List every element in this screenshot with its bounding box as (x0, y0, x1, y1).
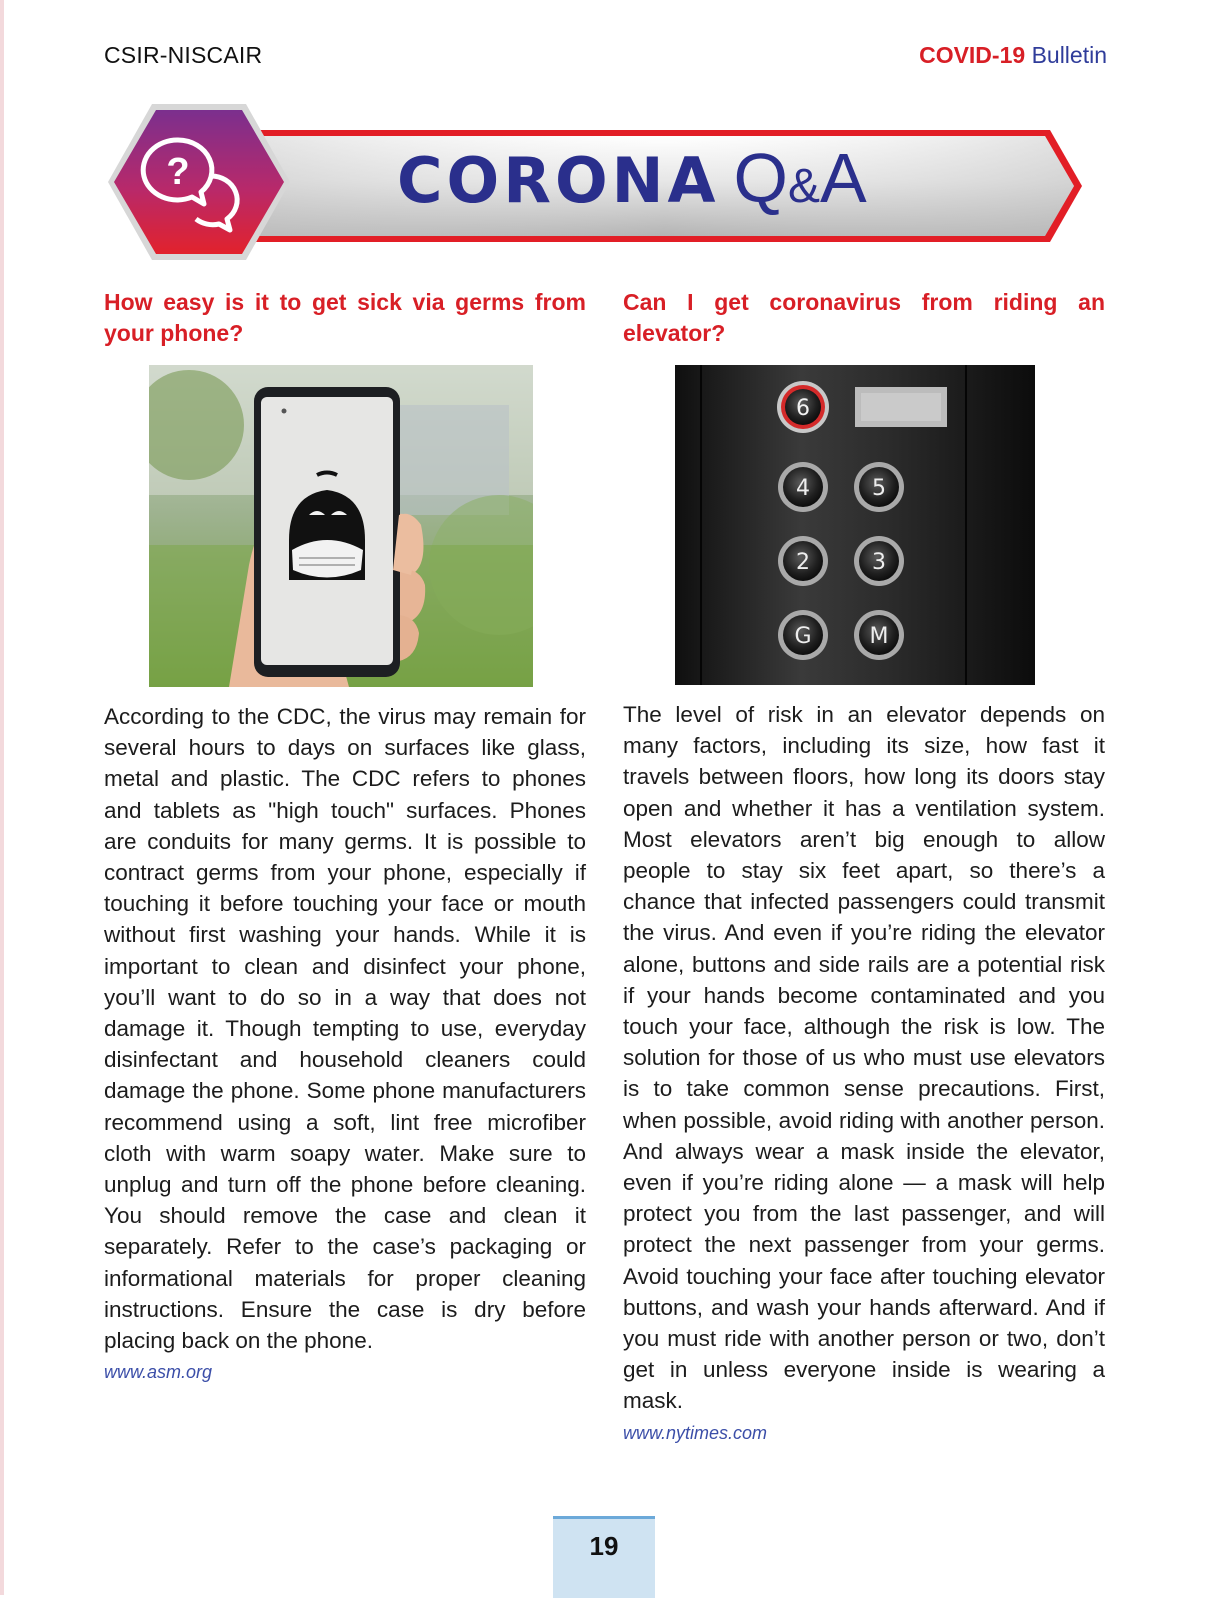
banner-title-a: A (820, 139, 867, 217)
svg-text:M: M (869, 624, 889, 649)
svg-text:5: 5 (872, 476, 886, 501)
question-elevator: Can I get coronavirus from riding an elevator? (623, 289, 1105, 346)
banner-title-qa (734, 139, 867, 217)
banner-title-bold: CORONA (397, 144, 720, 217)
banner-title (397, 138, 867, 238)
question-phone: How easy is it to get sick via germs from your phone? (104, 289, 586, 346)
bulletin-title-rest: Bulletin (1031, 42, 1107, 68)
answer-elevator: The level of risk in an elevator depends on many factors, including its size, how fast it travels between floors, how long its doors stay open and whether it has a ventilation system. Most elevators aren’t big enough to allow people to stay six feet apart, so there’s a chance that infected passengers could transmit the virus. And even if you’re riding the elevator alone, buttons and side rails are a potential risk if your hands become contaminated and you touch your face, although the risk is low. The solution for those of us who must use elevators is to take common sense precautions. First, when possible, avoid riding with another person. And always wear a mask inside the elevator, even if you’re riding alone — a mask will help protect you from the last passenger, and will protect the next passenger from your germs. Avoid touching your face after touching elevator buttons, and wash your hands afterward. And if you must ride with another person or two, don’t get in unless everyone inside is wearing a mask. (623, 702, 1105, 1414)
page-number-box (553, 1516, 655, 1598)
svg-text:4: 4 (796, 476, 810, 501)
svg-text:?: ? (166, 151, 190, 193)
elevator-button-m (854, 610, 904, 660)
source-link-nytimes[interactable]: www.nytimes.com (623, 1422, 768, 1443)
publisher-name: CSIR-NISCAIR (104, 42, 263, 68)
left-column (104, 287, 586, 1383)
bulletin-title-bold: COVID-19 (919, 42, 1026, 68)
svg-text:G: G (794, 624, 812, 649)
svg-text:2: 2 (796, 550, 810, 575)
phone-photo (149, 365, 533, 687)
right-column (623, 287, 1105, 1444)
elevator-panel-photo (675, 365, 1035, 685)
elevator-button-g (778, 610, 828, 660)
page-edge-stripe (0, 0, 4, 1595)
elevator-button-5 (854, 462, 904, 512)
page-number: 19 (589, 1531, 619, 1561)
source-link-asm[interactable]: www.asm.org (104, 1362, 213, 1383)
elevator-button-2 (778, 536, 828, 586)
svg-text:3: 3 (872, 550, 886, 575)
answer-phone: According to the CDC, the virus may remain for several hours to days on surfaces like glass, metal and plastic. The CDC refers to phones and tablets as "high touch" surfaces. Phones are conduits for many germs. It is possible to contract germs from your phone, especially if touching it before touching your face or mouth without first washing your hands. While it is important to clean and disinfect your phone, you’ll want to do so in a way that does not damage it. Though tempting to use, everyday disinfectant and household cleaners could damage the phone. Some phone manufacturers recommend using a soft, lint free microfiber cloth with warm soapy water. Make sure to unplug and turn off the phone before cleaning. You should remove the case and clean it separately. Refer to the case’s packaging or informational materials for proper cleaning instructions. Ensure the case is dry before placing back on the phone. (104, 704, 586, 1354)
bulletin-title (919, 42, 1107, 69)
elevator-button-6 (777, 381, 829, 433)
banner-title-q: Q (733, 139, 788, 217)
elevator-button-3 (854, 536, 904, 586)
svg-text:6: 6 (796, 396, 810, 421)
banner-title-amp: & (787, 160, 820, 213)
elevator-button-4 (778, 462, 828, 512)
